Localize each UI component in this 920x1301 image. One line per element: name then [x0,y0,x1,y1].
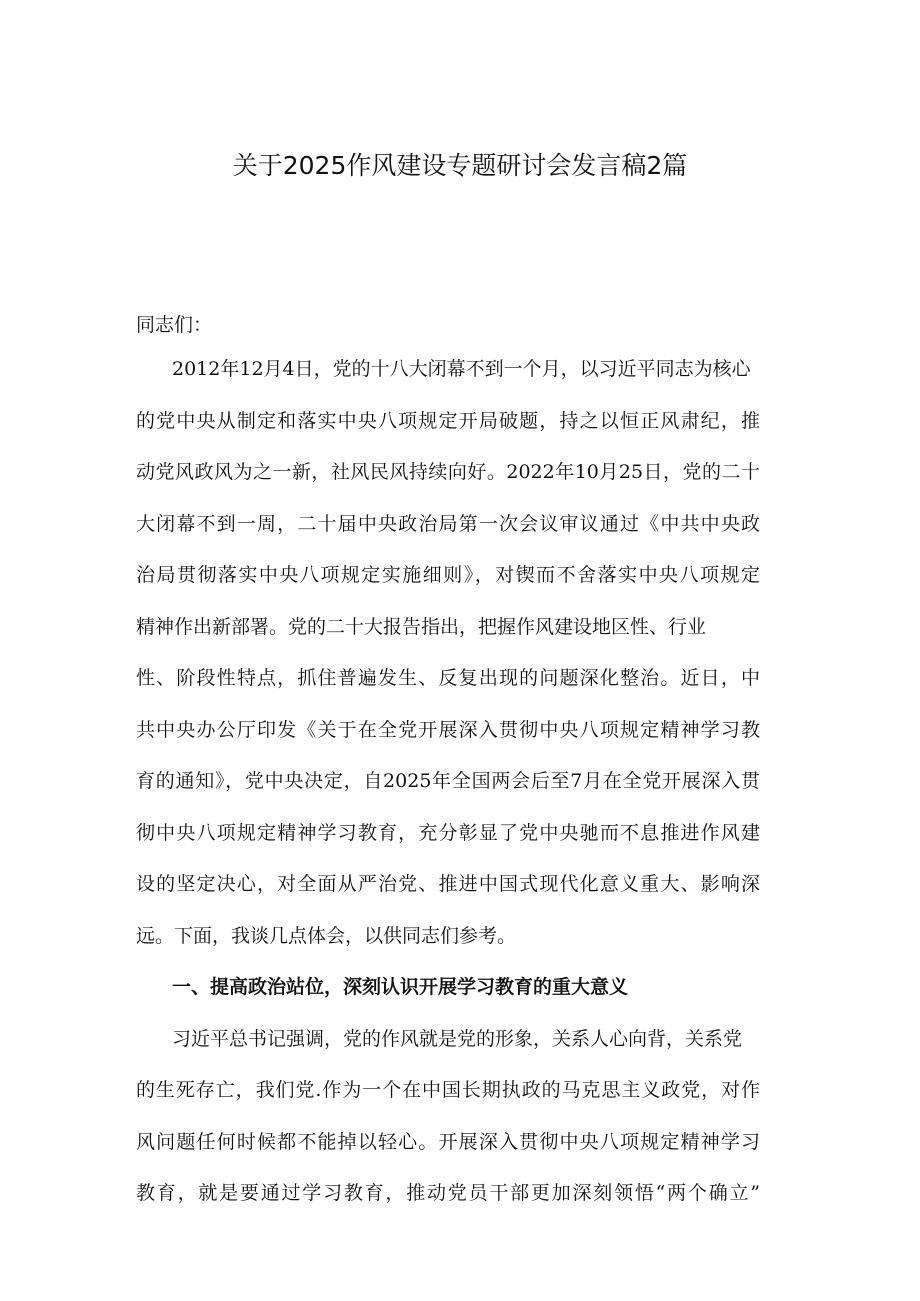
paragraph1-line: 育的通知》，党中央决定，自2025年全国两会后至7月在全党开展深入贯 [136,770,760,792]
paragraph1-line: 治局贯彻落实中央八项规定实施细则》，对锲而不舍落实中央八项规定 [136,564,760,586]
salutation: 同志们： [136,314,213,336]
paragraph1-line: 的党中央从制定和落实中央八项规定开局破题，持之以恒正风肃纪，推 [136,410,760,432]
document-title: 关于2025作风建设专题研讨会发言稿2篇 [232,151,688,180]
section-heading: 一、提高政治站位，深刻认识开展学习教育的重大意义 [172,976,629,998]
paragraph1-line: 远。下面，我谈几点体会，以供同志们参考。 [136,925,517,947]
paragraph1-line: 设的坚定决心，对全面从严治党、推进中国式现代化意义重大、影响深 [136,873,760,895]
paragraph1-line: 彻中央八项规定精神学习教育，充分彰显了党中央驰而不息推进作风建 [136,822,760,844]
paragraph1-line: 2012年12月4日，党的十八大闭幕不到一个月，以习近平同志为核心 [172,358,751,380]
paragraph2-line: 教育，就是要通过学习教育，推动党员干部更加深刻领悟“两个确立” [136,1182,760,1204]
paragraph2-line: 习近平总书记强调，党的作风就是党的形象，关系人心向背，关系党 [172,1028,743,1050]
paragraph1-line: 大闭幕不到一周，二十届中央政治局第一次会议审议通过《中共中央政 [136,513,760,535]
paragraph1-line: 精神作出新部署。党的二十大报告指出，把握作风建设地区性、行业 [136,616,707,638]
paragraph1-line: 共中央办公厅印发《关于在全党开展深入贯彻中央八项规定精神学习教 [136,719,760,741]
paragraph2-line: 的生死存亡，我们党.作为一个在中国长期执政的马克思主义政党，对作 [136,1079,760,1101]
paragraph1-line: 性、阶段性特点，抓住普遍发生、反复出现的问题深化整治。近日，中 [136,667,760,689]
paragraph2-line: 风问题任何时候都不能掉以轻心。开展深入贯彻中央八项规定精神学习 [136,1131,760,1153]
paragraph1-line: 动党风政风为之一新，社风民风持续向好。2022年10月25日，党的二十 [136,461,760,483]
